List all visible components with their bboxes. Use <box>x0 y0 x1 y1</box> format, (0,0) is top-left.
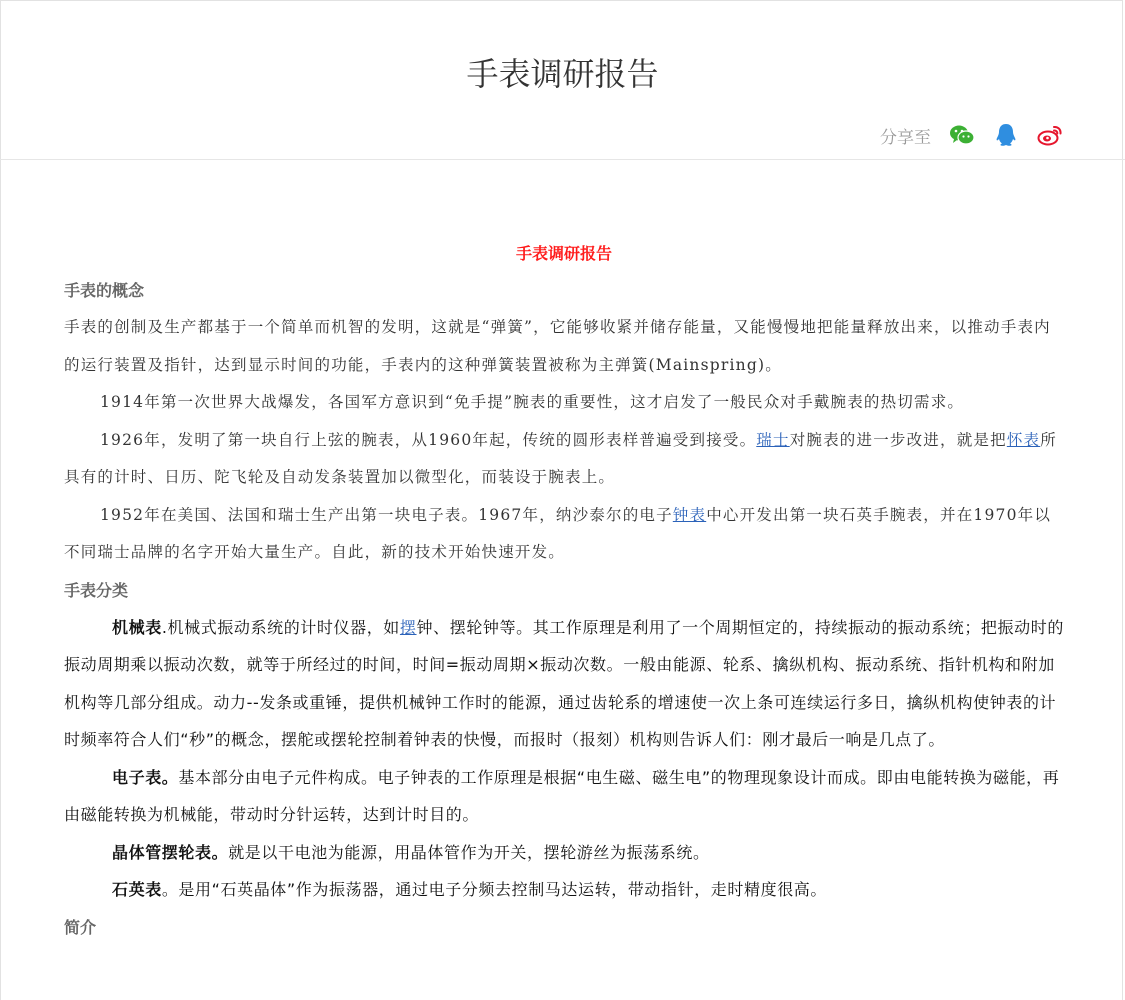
paragraph-1926-text-c: 所具有的计时、日历、陀飞轮及自动发条装置加以微型化，而装设于腕表上。 <box>64 430 1057 486</box>
paragraph-concept: 手表的创制及生产都基于一个简单而机智的发明，这就是“弹簧”，它能够收紧并储存能量，又能慢慢地把能量释放出来，以推动手表内的运行装置及指针，达到显示时间的功能，手表内的这种弹簧装置被称为主弹簧(Mainspring)。 <box>64 318 1051 374</box>
paragraph-transistor <box>64 834 1064 872</box>
article-title: 手表调研报告 <box>515 244 612 263</box>
paragraph-1926-text-a: 1926年，发明了第一块自行上弦的腕表，从1960年起，传统的圆形表样普遍受到接受。 <box>100 430 757 449</box>
paragraph-electronic-text: 基本部分由电子元件构成。电子钟表的工作原理是根据“电生磁、磁生电”的物理现象设计而成。即由电能转换为磁能，再由磁能转换为机械能，带动时分针运转，达到计时目的。 <box>64 767 1060 824</box>
qq-icon[interactable] <box>993 122 1019 148</box>
paragraph-1952 <box>64 497 1064 572</box>
section-heading-intro: 简介 <box>64 917 97 937</box>
term-quartz: 石英表 <box>112 880 162 899</box>
paragraph-1952-text-a: 1952年在美国、法国和瑞士生产出第一块电子表。1967年，纳沙泰尔的电子 <box>100 505 673 524</box>
paragraph-quartz-text: 。是用“石英晶体”作为振荡器，通过电子分频去控制马达运转，带动指针，走时精度很高。 <box>161 880 827 899</box>
article-body <box>64 236 1064 946</box>
paragraph-1914: 1914年第一次世界大战爆发，各国军方意识到“免手提”腕表的重要性，这才启发了一般民众对手戴腕表的热切需求。 <box>100 393 965 411</box>
term-transistor: 晶体管摆轮表。 <box>112 842 229 862</box>
section-heading-concept: 手表的概念 <box>64 281 145 300</box>
paragraph-mechanical <box>64 609 1064 759</box>
page-header <box>0 0 1125 160</box>
paragraph-mechanical-text-a: .机械式振动系统的计时仪器，如 <box>161 617 400 637</box>
link-pocket-watch[interactable]: 怀表 <box>1006 430 1041 449</box>
weibo-icon[interactable] <box>1037 122 1063 148</box>
paragraph-1952-text-b: 中心开发出第一块石英手腕表，并在1970年以不同瑞士品牌的名字开始大量生产。自此，新的技术开始快速开发。 <box>64 505 1052 561</box>
paragraph-1926-text-b: 对腕表的进一步改进，就是把 <box>789 430 1007 449</box>
link-pendulum[interactable]: 摆 <box>399 617 417 637</box>
share-bar <box>880 120 1063 150</box>
link-switzerland[interactable]: 瑞士 <box>756 430 790 449</box>
share-label: 分享至 <box>880 127 931 148</box>
paragraph-mechanical-text-b: 钟、摆轮钟等。其工作原理是利用了一个周期恒定的，持续振动的振动系统；把振动时的振动周期乘以振动次数，就等于所经过的时间，时间=振动周期×振动次数。一般由能源、轮系、擒纵机构、振动系统、指针机构和附加机构等几部分组成。动力--发条或重锤，提供机械钟工作时的能源，通过齿轮系的增速使一次上条可连续运行多日，擒纵机构使钟表的计时频率符合人们“秒”的概念，摆舵或摆轮控制着钟表的快慢，而报时（报刻）机构则告诉人们：刚才最后一响是几点了。 <box>64 617 1064 749</box>
term-mechanical: 机械表 <box>112 617 162 637</box>
page-title: 手表调研报告 <box>466 55 659 93</box>
paragraph-quartz <box>64 871 1064 909</box>
term-electronic: 电子表。 <box>112 767 179 787</box>
paragraph-electronic <box>64 759 1064 834</box>
link-clocks[interactable]: 钟表 <box>672 505 707 524</box>
section-heading-classification: 手表分类 <box>64 580 129 600</box>
wechat-icon[interactable] <box>949 122 975 148</box>
paragraph-1926 <box>64 422 1064 497</box>
paragraph-transistor-text: 就是以干电池为能源，用晶体管作为开关，摆轮游丝为振荡系统。 <box>228 842 710 862</box>
